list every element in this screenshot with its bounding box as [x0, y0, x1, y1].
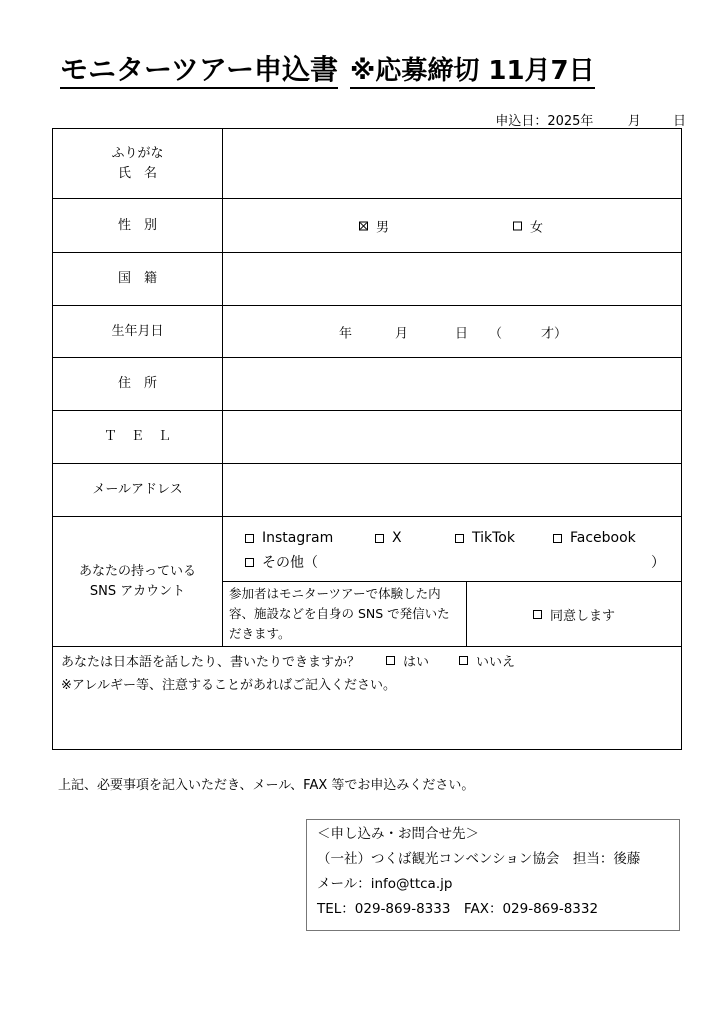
- sns-tiktok-option[interactable]: [455, 530, 515, 546]
- contact-heading: ＜申し込み・お問合せ先＞: [317, 826, 479, 842]
- form-title: [60, 48, 595, 88]
- dob-input[interactable]: [223, 306, 681, 357]
- sns-facebook-label: Facebook: [570, 530, 636, 546]
- name-label-cell: [53, 129, 223, 198]
- deadline-notice: ※応募締切 11月7日: [350, 56, 595, 89]
- nationality-label: 国 籍: [53, 253, 223, 305]
- gender-cell: [223, 199, 681, 252]
- sns-label-cell: [53, 517, 223, 646]
- address-row: [53, 358, 681, 411]
- application-date: [430, 110, 686, 129]
- female-checkbox-icon[interactable]: [513, 221, 522, 230]
- tiktok-checkbox-icon[interactable]: [455, 534, 464, 543]
- sns-x-label: X: [392, 530, 402, 546]
- email-label: メールアドレス: [53, 464, 223, 516]
- japanese-question-line: [61, 651, 515, 670]
- tel-input[interactable]: [223, 411, 681, 463]
- application-form-table: [52, 128, 682, 750]
- contact-phone: TEL：029-869-8333 FAX：029-869-8332: [317, 901, 599, 917]
- application-date-label: 申込日：2025年: [495, 114, 594, 129]
- email-input[interactable]: [223, 464, 681, 516]
- sns-agree-option[interactable]: [467, 581, 681, 647]
- nationality-row: [53, 253, 681, 306]
- tel-label-cell: [53, 411, 223, 463]
- application-date-month: 月: [627, 114, 641, 129]
- page-title: モニターツアー申込書: [60, 53, 338, 89]
- gender-male-option[interactable]: [359, 216, 389, 235]
- sns-instagram-option[interactable]: [245, 530, 333, 546]
- furigana-label: ふりがな: [111, 145, 164, 161]
- contact-box: [306, 819, 680, 931]
- sns-notice: 参加者はモニターツアーで体験した内容、施設などを自身の SNS で発信いただきます。: [223, 581, 467, 647]
- sns-other-option[interactable]: [245, 552, 318, 572]
- gender-female-option[interactable]: [513, 216, 543, 235]
- japanese-no-checkbox-icon[interactable]: [459, 656, 468, 665]
- japanese-no-label: いいえ: [476, 655, 516, 670]
- gender-male-label: 男: [376, 220, 390, 235]
- facebook-checkbox-icon[interactable]: [553, 534, 562, 543]
- name-label: 氏 名: [117, 165, 157, 181]
- tel-label: ＴＥＬ: [103, 429, 185, 444]
- sns-facebook-option[interactable]: [553, 530, 636, 546]
- address-label: 住 所: [53, 358, 223, 410]
- dob-year: 年: [339, 326, 353, 341]
- submission-instruction: 上記、必要事項を記入いただき、メール、FAX 等でお申込みください。: [58, 778, 475, 793]
- sns-other-label: その他（: [262, 555, 318, 571]
- dob-label: 生年月日: [53, 306, 223, 357]
- dob-age-open: （: [489, 326, 503, 341]
- nationality-input[interactable]: [223, 253, 681, 305]
- gender-female-label: 女: [530, 220, 544, 235]
- gender-row: [53, 199, 681, 253]
- address-input[interactable]: [223, 358, 681, 410]
- sns-instagram-label: Instagram: [262, 530, 334, 546]
- allergy-note: ※アレルギー等、注意することがあればご記入ください。: [61, 678, 397, 693]
- sns-label-line1: あなたの持っている: [78, 563, 196, 579]
- x-checkbox-icon[interactable]: [375, 534, 384, 543]
- sns-row: [53, 517, 681, 647]
- sns-label-line2: SNS アカウント: [89, 583, 186, 599]
- sns-x-option[interactable]: [375, 530, 402, 546]
- sns-tiktok-label: TikTok: [472, 530, 515, 546]
- japanese-yes-label: はい: [403, 655, 430, 670]
- contact-email: メール：info@ttca.jp: [317, 876, 453, 892]
- dob-day: 日: [455, 326, 469, 341]
- other-checkbox-icon[interactable]: [245, 558, 254, 567]
- male-checkbox-icon[interactable]: [359, 221, 368, 230]
- agree-checkbox-icon[interactable]: [533, 610, 542, 619]
- dob-month: 月: [395, 326, 409, 341]
- instagram-checkbox-icon[interactable]: [245, 534, 254, 543]
- japanese-question: あなたは日本語を話したり、書いたりできますか？: [61, 655, 361, 670]
- japanese-yes-checkbox-icon[interactable]: [386, 656, 395, 665]
- email-row: [53, 464, 681, 517]
- gender-label: 性 別: [53, 199, 223, 252]
- dob-row: [53, 306, 681, 358]
- name-row: [53, 129, 681, 199]
- tel-row: [53, 411, 681, 464]
- application-date-day: 日: [672, 114, 686, 129]
- contact-org: （一社）つくば観光コンベンション協会 担当：後藤: [317, 851, 641, 867]
- name-input[interactable]: [223, 129, 681, 198]
- sns-other-close: ）: [651, 555, 665, 571]
- dob-age-close: 才）: [541, 326, 568, 341]
- sns-agree-label: 同意します: [549, 609, 615, 624]
